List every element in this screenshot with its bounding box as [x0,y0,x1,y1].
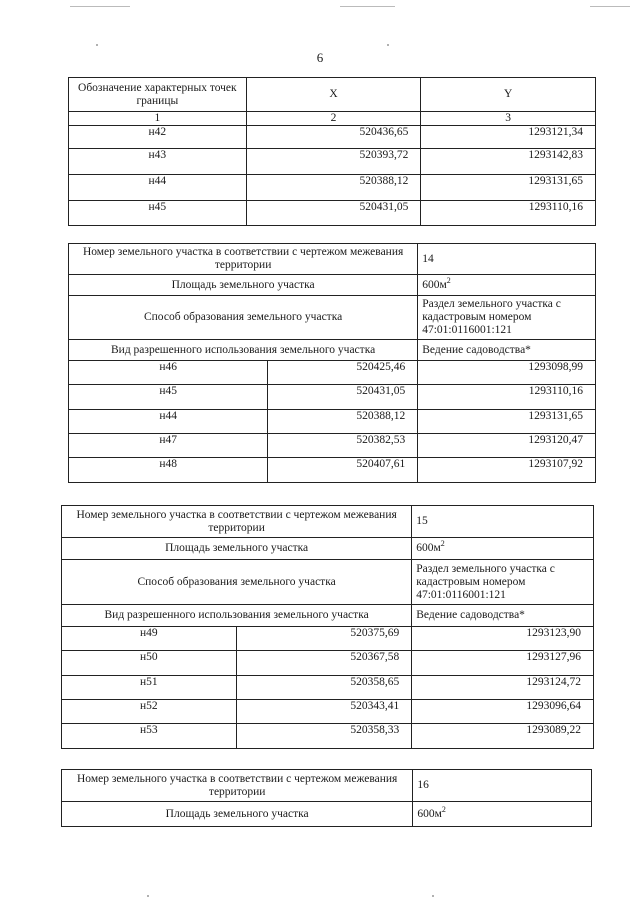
coord-y: 1293121,34 [421,126,596,149]
coord-y: 1293124,72 [412,676,594,700]
scan-dot [387,44,389,46]
table-header-row [69,78,596,112]
parcel-area-row [69,275,596,296]
table-row [62,700,594,724]
parcel-method-row [69,296,596,340]
table-row [62,724,594,749]
parcel-use-row [69,340,596,361]
parcel-number-label: Номер земельного участка в соответствии с чертежом межевания территории [62,770,413,802]
coord-x: 520393,72 [246,149,421,175]
table-row [69,458,596,483]
point-id: н48 [69,458,268,483]
coord-x: 520358,65 [236,676,412,700]
coord-y: 1293131,65 [421,175,596,201]
scan-dot [147,895,149,897]
point-id: н47 [69,434,268,458]
column-index: 2 [246,112,421,126]
parcel-method-label: Способ образования земельного участка [62,560,412,605]
coord-y: 1293131,65 [418,410,596,434]
scan-dot [96,44,98,46]
coord-y: 1293110,16 [421,201,596,226]
coord-y: 1293098,99 [418,361,596,385]
area-amount: 600м [422,278,447,291]
point-id: н50 [62,651,237,676]
parcel-number-value: 15 [412,506,594,538]
parcel-use-label: Вид разрешенного использования земельного участка [62,605,412,627]
boundary-points-table [68,77,596,226]
area-unit-exponent: 2 [440,539,445,549]
parcel-use-row [62,605,594,627]
point-id: н46 [69,361,268,385]
scan-dot [432,895,434,897]
header-point-designation: Обозначение характерных точек границы [69,78,247,112]
scan-artifact-line [340,6,395,7]
parcel-area-row [62,802,592,827]
table-row [69,126,596,149]
parcel-area-row [62,538,594,560]
table-row [62,651,594,676]
parcel-number-value: 14 [418,244,596,275]
coord-x: 520388,12 [268,410,418,434]
coord-x: 520431,05 [268,385,418,410]
coord-x: 520425,46 [268,361,418,385]
parcel-number-label: Номер земельного участка в соответствии с чертежом межевания территории [69,244,418,275]
area-unit-exponent: 2 [446,275,451,285]
point-id: н53 [62,724,237,749]
parcel-use-label: Вид разрешенного использования земельного участка [69,340,418,361]
header-y: Y [421,78,596,112]
parcel-area-label: Площадь земельного участка [69,275,418,296]
point-id: н51 [62,676,237,700]
point-id: н42 [69,126,247,149]
coord-x: 520431,05 [246,201,421,226]
coord-y: 1293120,47 [418,434,596,458]
parcel-method-label: Способ образования земельного участка [69,296,418,340]
coord-y: 1293110,16 [418,385,596,410]
column-index: 3 [421,112,596,126]
point-id: н44 [69,175,247,201]
area-amount: 600м [417,807,442,820]
coord-x: 520375,69 [236,627,412,651]
coord-y: 1293123,90 [412,627,594,651]
column-index: 1 [69,112,247,126]
parcel-method-value: Раздел земельного участка с кадастровым номером 47:01:0116001:121 [418,296,596,340]
table-row [62,676,594,700]
parcel-method-value: Раздел земельного участка с кадастровым номером 47:01:0116001:121 [412,560,594,605]
parcel-area-value [413,802,592,827]
point-id: н43 [69,149,247,175]
area-amount: 600м [416,542,441,554]
table-row [69,149,596,175]
parcel-number-row [69,244,596,275]
area-unit-exponent: 2 [441,804,446,814]
parcel-area-value [412,538,594,560]
table-row [69,201,596,226]
header-x: X [246,78,421,112]
point-id: н45 [69,201,247,226]
table-row [69,175,596,201]
scan-artifact-line [70,6,130,7]
coord-y: 1293127,96 [412,651,594,676]
coord-x: 520358,33 [236,724,412,749]
parcel-area-value [418,275,596,296]
parcel-15-table [61,505,594,749]
coord-x: 520388,12 [246,175,421,201]
table-row [62,627,594,651]
coord-x: 520407,61 [268,458,418,483]
column-index-row [69,112,596,126]
parcel-method-row [62,560,594,605]
point-id: н44 [69,410,268,434]
parcel-area-label: Площадь земельного участка [62,538,412,560]
parcel-number-label: Номер земельного участка в соответствии с чертежом межевания территории [62,506,412,538]
parcel-14-table [68,243,596,483]
table-row [69,385,596,410]
table-row [69,361,596,385]
parcel-number-row [62,770,592,802]
coord-y: 1293096,64 [412,700,594,724]
table-row [69,434,596,458]
parcel-16-table [61,769,592,827]
point-id: н52 [62,700,237,724]
coord-x: 520343,41 [236,700,412,724]
point-id: н49 [62,627,237,651]
coord-x: 520382,53 [268,434,418,458]
coord-y: 1293089,22 [412,724,594,749]
table-row [69,410,596,434]
scan-artifact-line [590,6,630,7]
parcel-use-value: Ведение садоводства* [418,340,596,361]
parcel-area-label: Площадь земельного участка [62,802,413,827]
parcel-number-row [62,506,594,538]
coord-y: 1293142,83 [421,149,596,175]
parcel-use-value: Ведение садоводства* [412,605,594,627]
coord-x: 520436,65 [246,126,421,149]
page-number: 6 [316,50,324,65]
coord-x: 520367,58 [236,651,412,676]
point-id: н45 [69,385,268,410]
parcel-number-value: 16 [413,770,592,802]
coord-y: 1293107,92 [418,458,596,483]
